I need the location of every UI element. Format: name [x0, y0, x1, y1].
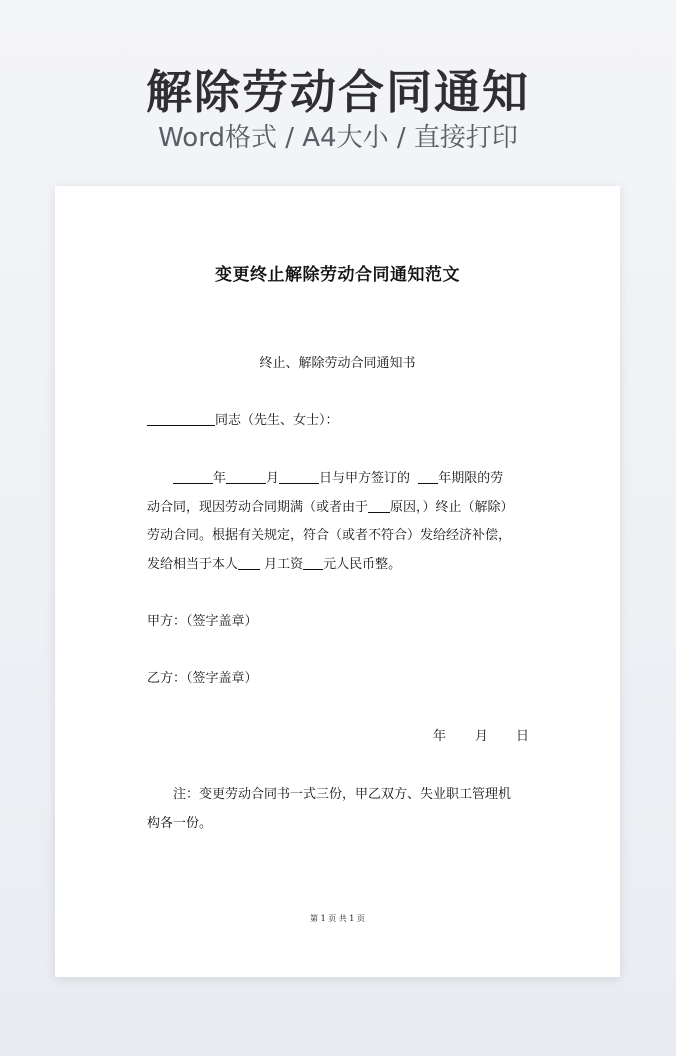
body-line-4-a: 发给相当于本人 [147, 557, 239, 572]
name-blank [147, 413, 215, 426]
reason-blank [368, 500, 390, 513]
amount-blank [303, 557, 323, 570]
body-line-2 [147, 496, 514, 515]
term-blank [418, 471, 438, 484]
salutation-line [147, 409, 339, 428]
banner-subtitle: Word格式 / A4大小 / 直接打印 [158, 123, 518, 153]
party-a-signature: 甲方：（签字盖章） [147, 614, 258, 629]
page-number: 第 1 页 共 1 页 [310, 914, 365, 923]
body-line-4-c: 元人民币整。 [323, 557, 402, 572]
body-day-signed: 日与甲方签订的 [319, 471, 411, 486]
date-month: 月 [475, 729, 489, 744]
party-b-signature: 乙方：（签字盖章） [147, 671, 258, 686]
day-blank [279, 471, 319, 484]
note-line-1: 注：变更劳动合同书一式三份，甲乙双方、失业职工管理机 [173, 787, 512, 802]
body-month: 月 [266, 471, 280, 486]
body-year: 年 [213, 471, 227, 486]
body-line-4-b: 月工资 [264, 557, 304, 572]
date-day: 日 [516, 729, 530, 744]
note-line-2: 构各一份。 [147, 816, 213, 831]
year-blank [173, 471, 213, 484]
salutation-suffix: 同志（先生、女士）： [215, 413, 339, 428]
document-title: 变更终止解除劳动合同通知范文 [215, 265, 460, 285]
body-term-year: 年期限的劳 [438, 471, 504, 486]
month-blank [226, 471, 266, 484]
body-line-2-b: 原因，）终止（解除） [390, 500, 514, 515]
body-line-1 [173, 467, 503, 486]
document-page [55, 186, 620, 977]
months-blank [238, 557, 260, 570]
date-year: 年 [433, 729, 447, 744]
body-line-3: 劳动合同。根据有关规定，符合（或者不符合）发给经济补偿， [147, 528, 512, 543]
body-line-2-a: 动合同，现因劳动合同期满（或者由于 [147, 500, 369, 515]
banner-title: 解除劳动合同通知 [146, 65, 530, 119]
body-line-4 [147, 553, 401, 572]
notice-heading: 终止、解除劳动合同通知书 [259, 356, 416, 371]
